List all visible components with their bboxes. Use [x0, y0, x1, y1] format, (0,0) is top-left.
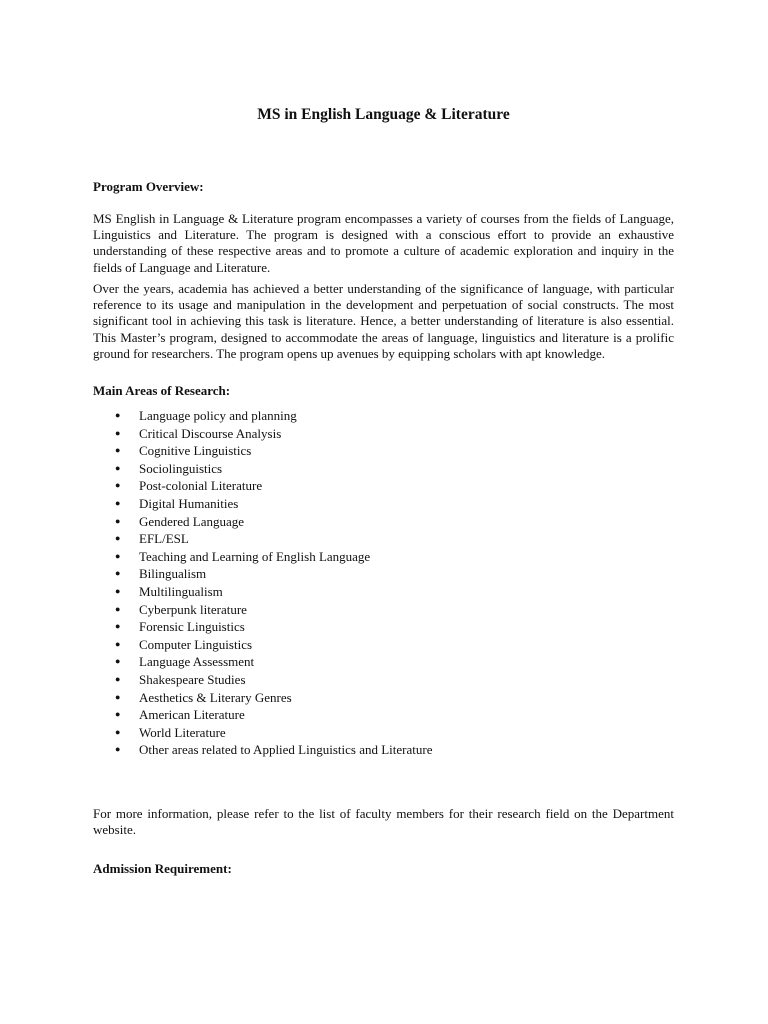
bullet-icon: ●: [115, 709, 121, 720]
list-item: [93, 460, 432, 478]
list-item-label: Bilingualism: [139, 566, 207, 582]
list-item: [93, 724, 432, 742]
list-item-label: Multilingualism: [139, 583, 223, 599]
list-item-label: EFL/ESL: [139, 531, 189, 547]
list-item: [93, 495, 432, 513]
list-item: [93, 425, 432, 443]
list-item-label: World Literature: [139, 724, 226, 740]
list-item-label: Language policy and planning: [139, 408, 297, 423]
list-item: [93, 442, 432, 460]
bullet-icon: ●: [115, 568, 121, 579]
bullet-icon: ●: [115, 744, 121, 755]
list-item-label: Teaching and Learning of English Language: [139, 548, 371, 564]
bullet-icon: ●: [115, 673, 121, 684]
list-item-label: Other areas related to Applied Linguistics and Literature: [139, 742, 433, 758]
list-item: [93, 671, 432, 689]
list-item: [93, 530, 432, 548]
admission-requirement-heading: Admission Requirement:: [93, 861, 232, 876]
more-info-paragraph: For more information, please refer to the list of faculty members for their research field on the Department website.: [93, 806, 674, 838]
bullet-icon: ●: [115, 603, 121, 614]
program-overview-heading: Program Overview:: [93, 179, 204, 194]
list-item-label: Cyberpunk literature: [139, 601, 247, 617]
list-item-label: Post-colonial Literature: [139, 478, 263, 494]
list-item-label: Forensic Linguistics: [139, 619, 245, 635]
research-areas-list: [93, 407, 432, 759]
list-item: [93, 653, 432, 671]
list-item-label: Critical Discourse Analysis: [139, 425, 282, 441]
bullet-icon: ●: [115, 656, 121, 667]
list-item-label: Sociolinguistics: [139, 460, 223, 476]
list-item: [93, 689, 432, 707]
list-item: [93, 636, 432, 654]
bullet-icon: ●: [115, 427, 121, 438]
list-item-label: Cognitive Linguistics: [139, 443, 252, 459]
bullet-icon: ●: [115, 638, 121, 649]
bullet-icon: ●: [115, 445, 121, 456]
list-item: [93, 548, 432, 566]
bullet-icon: ●: [115, 480, 121, 491]
bullet-icon: ●: [115, 410, 121, 420]
research-areas-heading: Main Areas of Research:: [93, 383, 231, 398]
list-item-label: Shakespeare Studies: [139, 671, 246, 687]
list-item: [93, 706, 432, 724]
list-item: [93, 741, 432, 759]
list-item-label: Aesthetics & Literary Genres: [139, 689, 292, 705]
bullet-icon: ●: [115, 691, 121, 702]
bullet-icon: ●: [115, 726, 121, 737]
list-item: [93, 583, 432, 601]
list-item-label: Computer Linguistics: [139, 636, 253, 652]
bullet-icon: ●: [115, 585, 121, 596]
document-title: MS in English Language & Literature: [257, 106, 510, 123]
list-item-label: American Literature: [139, 707, 245, 723]
list-item: [93, 565, 432, 583]
bullet-icon: ●: [115, 621, 121, 632]
list-item-label: Language Assessment: [139, 654, 255, 670]
list-item: [93, 618, 432, 636]
document-page: [93, 0, 674, 1024]
bullet-icon: ●: [115, 533, 121, 544]
bullet-icon: ●: [115, 462, 121, 473]
overview-paragraph-2: Over the years, academia has achieved a better understanding of the significance of language, with particular reference to its usage and manipulation in the development and perpetuation of social constructs. The most significant tool in achieving this task is literature. Hence, a better understanding of literature is also essential. This Master’s program, designed to accommodate the areas of language, linguistics and literature is a prolific ground for researchers. The program opens up avenues by equipping scholars with apt knowledge.: [93, 281, 674, 361]
list-item: [93, 601, 432, 619]
bullet-icon: ●: [115, 497, 121, 508]
overview-paragraph-1: MS English in Language & Literature program encompasses a variety of courses from the fields of Language, Linguistics and Literature. The program is designed with a conscious effort to provide an exhaustive understanding of these respective areas and to promote a culture of academic exploration and inquiry in the fields of Language and Literature.: [93, 211, 674, 275]
list-item: [93, 407, 432, 425]
bullet-icon: ●: [115, 515, 121, 526]
bullet-icon: ●: [115, 550, 121, 561]
list-item: [93, 513, 432, 531]
list-item: [93, 477, 432, 495]
list-item-label: Digital Humanities: [139, 495, 239, 511]
list-item-label: Gendered Language: [139, 513, 245, 529]
